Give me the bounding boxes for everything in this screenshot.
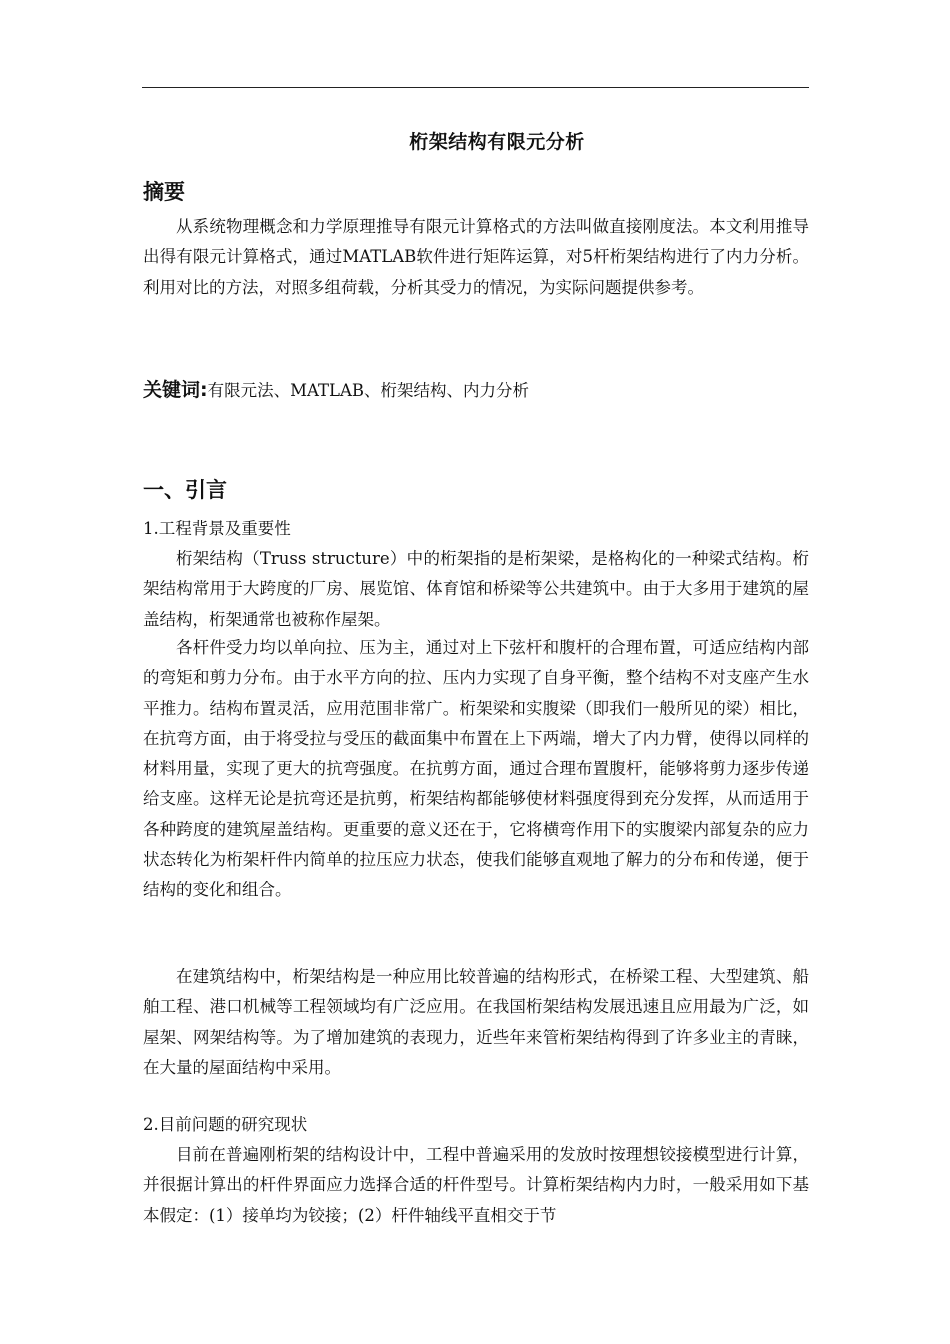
subsection-heading-background: 1.工程背景及重要性 xyxy=(143,519,291,538)
header-rule xyxy=(142,87,809,88)
abstract-text: 从系统物理概念和力学原理推导有限元计算格式的方法叫做直接刚度法。本文利用推导出得有限元计算格式，通过MATLAB软件进行矩阵运算，对5杆桁架结构进行了内力分析。利用对比的方法，对照多组荷载，分析其受力的情况，为实际问题提供参考。 xyxy=(143,217,809,297)
paragraph: 桁架结构（Truss structure）中的桁架指的是桁架梁，是格构化的一种梁式结构。桁架结构常用于大跨度的厂房、展览馆、体育馆和桥梁等公共建筑中。由于大多用于建筑的屋盖结构，桁架通常也被称作屋架。 xyxy=(143,549,809,629)
subsection-heading-research-status: 2.目前问题的研究现状 xyxy=(143,1115,308,1134)
section-heading-introduction: 一、引言 xyxy=(143,478,227,502)
document-title: 桁架结构有限元分析 xyxy=(409,131,585,153)
keywords-label: 关键词: xyxy=(143,379,208,401)
abstract-heading: 摘要 xyxy=(143,180,185,204)
keywords-text: 有限元法、MATLAB、桁架结构、内力分析 xyxy=(207,381,530,400)
keywords-line xyxy=(143,375,529,406)
paragraph: 各杆件受力均以单向拉、压为主，通过对上下弦杆和腹杆的合理布置，可适应结构内部的弯矩和剪力分布。由于水平方向的拉、压内力实现了自身平衡，整个结构不对支座产生水平推力。结构布置灵活，应用范围非常广。桁架梁和实腹梁（即我们一般所见的梁）相比，在抗弯方面，由于将受拉与受压的截面集中布置在上下两端，增大了内力臂，使得以同样的材料用量，实现了更大的抗弯强度。在抗剪方面，通过合理布置腹杆，能够将剪力逐步传递给支座。这样无论是抗弯还是抗剪，桁架结构都能够使材料强度得到充分发挥，从而适用于各种跨度的建筑屋盖结构。更重要的意义还在于，它将横弯作用下的实腹梁内部复杂的应力状态转化为桁架杆件内简单的拉压应力状态，使我们能够直观地了解力的分布和传递，便于结构的变化和组合。 xyxy=(143,638,809,900)
paragraph: 在建筑结构中，桁架结构是一种应用比较普遍的结构形式，在桥梁工程、大型建筑、船舶工程、港口机械等工程领域均有广泛应用。在我国桁架结构发展迅速且应用最为广泛，如屋架、网架结构等。为了增加建筑的表现力，近些年来管桁架结构得到了许多业主的青睐，在大量的屋面结构中采用。 xyxy=(143,967,809,1077)
paragraph: 目前在普遍刚桁架的结构设计中，工程中普遍采用的发放时按理想铰接模型进行计算，并很据计算出的杆件界面应力选择合适的杆件型号。计算桁架结构内力时，一般采用如下基本假定：(1）接单均为铰接；(2）杆件轴线平直相交于节 xyxy=(143,1145,809,1225)
